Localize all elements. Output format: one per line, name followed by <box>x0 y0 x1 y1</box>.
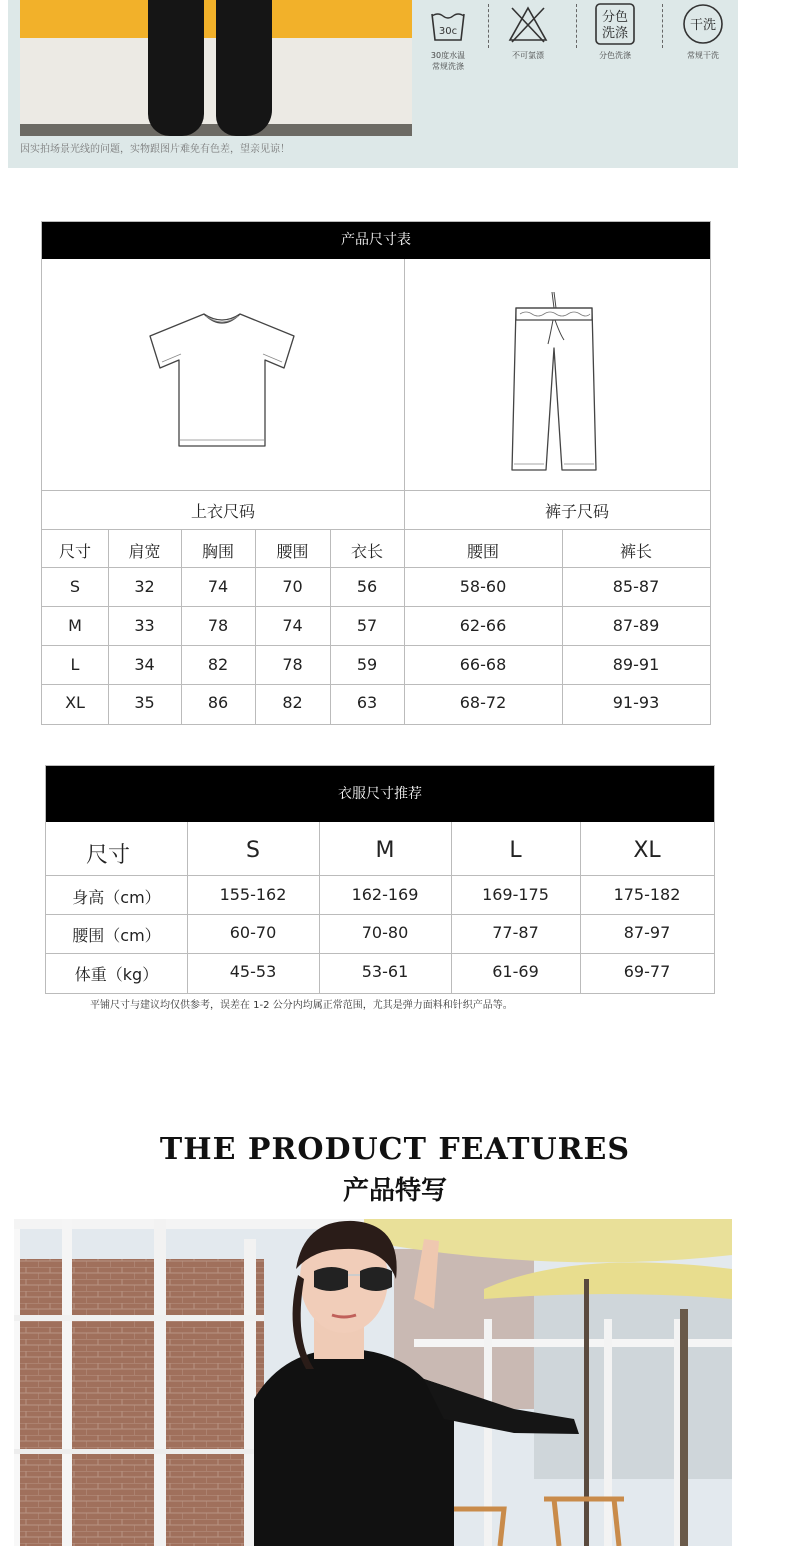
header-cell: 胸围 <box>201 542 234 561</box>
table-cell: S <box>69 577 81 596</box>
table-cell: 91-93 <box>612 693 660 712</box>
svg-text:30c: 30c <box>438 26 458 37</box>
svg-text:分色: 分色 <box>601 10 629 25</box>
header-cell: 尺寸 <box>86 843 131 868</box>
size-recommendation-table <box>45 765 715 994</box>
table-cell: 58-60 <box>459 577 507 596</box>
header-cell: XL <box>633 838 661 863</box>
header-cell: 腰围 <box>276 542 309 561</box>
table-cell: 74 <box>207 577 229 596</box>
wash-30-icon <box>426 2 470 46</box>
table-cell: 87-89 <box>612 616 660 635</box>
header-cell: L <box>509 838 522 863</box>
table-cell: 82 <box>282 693 303 712</box>
features-title-en: THE PRODUCT FEATURES <box>159 1132 631 1167</box>
header-cell: 尺寸 <box>58 542 91 561</box>
table-cell: 68-72 <box>459 693 507 712</box>
divider <box>488 4 489 48</box>
care-caption: 30度水温 常规洗涤 <box>430 51 466 71</box>
no-bleach-icon <box>506 2 550 46</box>
table-cell: 59 <box>356 655 378 674</box>
dry-clean-icon <box>681 2 725 46</box>
table-cell: 32 <box>134 577 155 596</box>
top-size-label: 上衣尺码 <box>190 502 255 521</box>
table-cell: 70 <box>282 577 303 596</box>
divider <box>662 4 663 48</box>
table-cell: 87-97 <box>623 923 671 942</box>
care-item-wash <box>418 2 478 72</box>
header-cell: 裤长 <box>619 542 652 561</box>
table-cell: 78 <box>207 616 229 635</box>
size-disclaimer: 平铺尺寸与建议均仅供参考，误差在 1-2 公分内均属正常范围，尤其是弹力面料和针织产品等。 <box>90 1000 513 1011</box>
tshirt-illustration <box>142 306 302 456</box>
table-cell: 85-87 <box>612 577 660 596</box>
table-cell: 74 <box>282 616 303 635</box>
table-cell: 45-53 <box>229 962 277 981</box>
header-cell: M <box>375 838 395 863</box>
table-cell: 169-175 <box>482 885 549 904</box>
care-item-separate <box>585 2 645 61</box>
header-cell: 衣长 <box>350 542 383 561</box>
table-cell: 33 <box>134 616 155 635</box>
header-cell: S <box>246 838 260 863</box>
table-cell: L <box>70 655 80 674</box>
color-disclaimer: 因实拍场景光线的问题，实物跟图片难免有色差，望亲见谅！ <box>20 144 290 155</box>
header-cell: 肩宽 <box>128 542 161 561</box>
row-label: 身高（cm） <box>72 888 161 907</box>
product-size-table <box>41 221 711 725</box>
table-cell: 35 <box>134 693 155 712</box>
divider <box>576 4 577 48</box>
table-cell: 69-77 <box>623 962 671 981</box>
table-cell: 155-162 <box>219 885 287 904</box>
table-cell: 34 <box>134 655 155 674</box>
table-cell: 89-91 <box>612 655 660 674</box>
table-cell: 82 <box>207 655 229 674</box>
model-feature-photo <box>14 1219 732 1546</box>
table-cell: M <box>68 616 82 635</box>
table-cell: 62-66 <box>459 616 507 635</box>
table-cell: 61-69 <box>492 962 539 981</box>
table-cell: XL <box>65 693 85 712</box>
header-cell: 腰围 <box>466 542 499 561</box>
care-item-dryclean <box>673 2 733 61</box>
care-caption: 常规干洗 <box>687 51 719 60</box>
model-legs-photo <box>20 0 412 136</box>
row-label: 腰围（cm） <box>72 926 161 945</box>
table-cell: 53-61 <box>361 962 409 981</box>
row-label: 体重（kg） <box>74 965 159 984</box>
table-cell: 162-169 <box>351 885 419 904</box>
svg-text:洗涤: 洗涤 <box>601 26 629 41</box>
table-cell: 175-182 <box>613 885 681 904</box>
table-cell: 86 <box>207 693 229 712</box>
features-title-zh: 产品特写 <box>342 1176 447 1206</box>
pants-size-label: 裤子尺码 <box>544 502 609 521</box>
table-cell: 77-87 <box>492 923 539 942</box>
rec-table-title: 衣服尺寸推荐 <box>46 766 714 822</box>
table-cell: 78 <box>282 655 303 674</box>
table-cell: 66-68 <box>459 655 507 674</box>
table-cell: 56 <box>356 577 378 596</box>
table-cell: 57 <box>356 616 378 635</box>
care-caption: 不可氯漂 <box>512 51 544 60</box>
table-cell: 63 <box>356 693 378 712</box>
size-table-title: 产品尺寸表 <box>42 222 710 259</box>
care-caption: 分色洗涤 <box>599 51 631 60</box>
table-cell: 60-70 <box>229 923 277 942</box>
table-cell: 70-80 <box>361 923 409 942</box>
pants-illustration <box>504 288 604 478</box>
top-banner <box>8 0 738 168</box>
separate-wash-icon <box>593 2 637 46</box>
svg-text:干洗: 干洗 <box>689 18 717 33</box>
care-item-bleach <box>498 2 558 61</box>
